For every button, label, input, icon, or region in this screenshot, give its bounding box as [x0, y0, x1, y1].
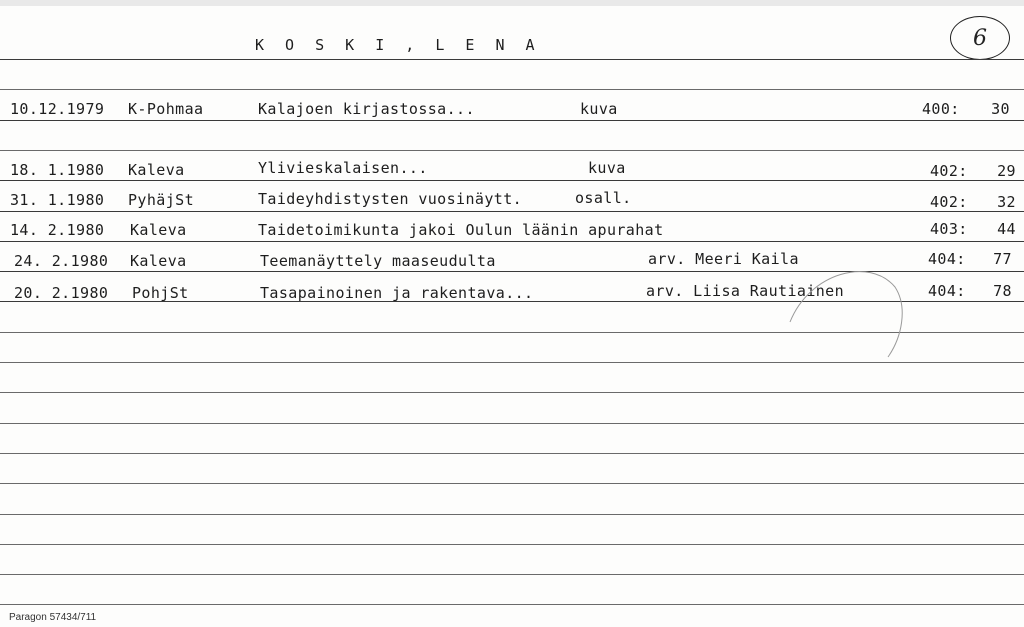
entry-item: 78 [993, 282, 1012, 300]
entry-source: PyhäjSt [128, 191, 195, 209]
rule-line [0, 211, 1024, 212]
rule-line [0, 150, 1024, 151]
rule-line [0, 574, 1024, 575]
entry-type: kuva [580, 100, 618, 118]
entry-item: 29 [997, 162, 1016, 180]
entry-item: 30 [991, 100, 1010, 118]
entry-source: Kaleva [128, 161, 185, 179]
rule-line [0, 120, 1024, 121]
entry-author: arv. Liisa Rautiainen [646, 282, 845, 300]
entry-title: Taideyhdistysten vuosinäytt. [258, 190, 523, 208]
entry-title: Taidetoimikunta jakoi Oulun läänin apurahat [258, 221, 664, 239]
rule-line [0, 453, 1024, 454]
rule-line [0, 362, 1024, 363]
entry-type: kuva [588, 159, 626, 177]
entry-title: Ylivieskalaisen... [258, 159, 428, 177]
entry-ref: 400: [922, 100, 960, 118]
entry-item: 32 [997, 193, 1016, 211]
rule-line [0, 544, 1024, 545]
entry-title: Kalajoen kirjastossa... [258, 100, 475, 118]
entry-source: PohjSt [132, 284, 189, 302]
entry-source: K-Pohmaa [128, 100, 204, 118]
entry-date: 18. 1.1980 [10, 161, 105, 179]
printer-imprint: Paragon 57434/711 [9, 612, 97, 623]
entry-author: arv. Meeri Kaila [648, 250, 799, 268]
entry-date: 10.12.1979 [10, 100, 105, 118]
entry-source: Kaleva [130, 252, 187, 270]
rule-line [0, 180, 1024, 181]
entry-item: 44 [997, 220, 1016, 238]
entry-title: Teemanäyttely maaseudulta [260, 252, 496, 270]
rule-line [0, 89, 1024, 90]
rule-line [0, 514, 1024, 515]
rule-line [0, 241, 1024, 242]
card-number: 6 [973, 25, 987, 51]
entry-date: 14. 2.1980 [10, 221, 105, 239]
entry-source: Kaleva [130, 221, 187, 239]
entry-ref: 402: [930, 193, 968, 211]
card-name: K O S K I , L E N A [255, 36, 541, 54]
card-number-circle [950, 16, 1010, 60]
rule-line [0, 604, 1024, 605]
rule-line [0, 483, 1024, 484]
entry-ref: 404: [928, 282, 966, 300]
entry-date: 24. 2.1980 [14, 252, 109, 270]
entry-date: 31. 1.1980 [10, 191, 105, 209]
card-top-edge [0, 0, 1024, 6]
rule-line [0, 423, 1024, 424]
pencil-arc-mark [780, 262, 920, 362]
entry-item: 77 [993, 250, 1012, 268]
entry-ref: 402: [930, 162, 968, 180]
entry-title: Tasapainoinen ja rakentava... [260, 284, 534, 302]
entry-ref: 403: [930, 220, 968, 238]
rule-line [0, 392, 1024, 393]
rule-line [0, 59, 1024, 60]
entry-date: 20. 2.1980 [14, 284, 109, 302]
entry-ref: 404: [928, 250, 966, 268]
entry-type: osall. [575, 189, 632, 207]
